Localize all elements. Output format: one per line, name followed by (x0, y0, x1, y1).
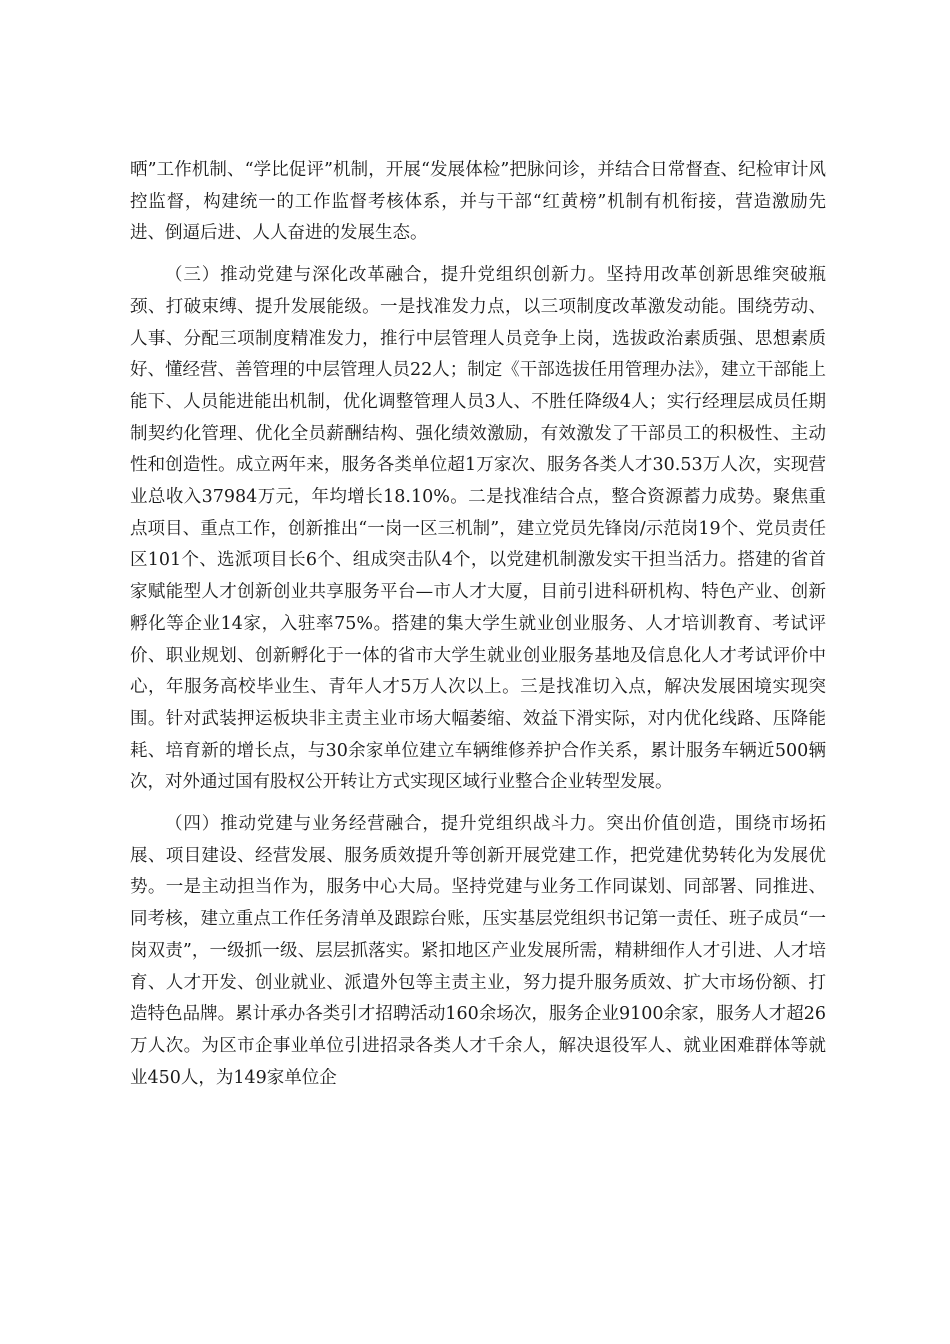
paragraph-section-four: （四）推动党建与业务经营融合，提升党组织战斗力。突出价值创造，围绕市场拓展、项目建设、经营发展、服务质效提升等创新开展党建工作，把党建优势转化为发展优势。一是主动担当作为，服务中心大局。坚持党建与业务工作同谋划、同部署、同推进、同考核，建立重点工作任务清单及跟踪台账，压实基层党组织书记第一责任、班子成员“一岗双责”，一级抓一级、层层抓落实。紧扣地区产业发展所需，精耕细作人才引进、人才培育、人才开发、创业就业、派遣外包等主责主业，努力提升服务质效、扩大市场份额、打造特色品牌。累计承办各类引才招聘活动160余场次，服务企业9100余家，服务人才超26万人次。为区市企事业单位引进招录各类人才千余人，解决退役军人、就业困难群体等就业450人，为149家单位企 (130, 814, 826, 1088)
paragraph-continuation: 晒”工作机制、“学比促评”机制，开展“发展体检”把脉问诊，并结合日常督查、纪检审计风控监督，构建统一的工作监督考核体系，并与干部“红黄榜”机制有机衔接，营造激励先进、倒逼后进、人人奋进的发展生态。 (130, 160, 826, 244)
document-body (130, 155, 826, 1104)
paragraph-section-three: （三）推动党建与深化改革融合，提升党组织创新力。坚持用改革创新思维突破瓶颈、打破束缚、提升发展能级。一是找准发力点，以三项制度改革激发动能。围绕劳动、人事、分配三项制度精准发力，推行中层管理人员竞争上岗，选拔政治素质强、思想素质好、懂经营、善管理的中层管理人员22人；制定《干部选拔任用管理办法》，建立干部能上能下、人员能进能出机制，优化调整管理人员3人、不胜任降级4人；实行经理层成员任期制契约化管理、优化全员薪酬结构、强化绩效激励，有效激发了干部员工的积极性、主动性和创造性。成立两年来，服务各类单位超1万家次、服务各类人才30.53万人次，实现营业总收入37984万元，年均增长18.10%。二是找准结合点，整合资源蓄力成势。聚焦重点项目、重点工作，创新推出“一岗一区三机制”，建立党员先锋岗/示范岗19个、党员责任区101个、选派项目长6个、组成突击队4个，以党建机制激发实干担当活力。搭建的省首家赋能型人才创新创业共享服务平台—市人才大厦，目前引进科研机构、特色产业、创新孵化等企业14家，入驻率75%。搭建的集大学生就业创业服务、人才培训教育、考试评价、职业规划、创新孵化于一体的省市大学生就业创业服务基地及信息化人才考试评价中心，年服务高校毕业生、青年人才5万人次以上。三是找准切入点，解决发展困境实现突围。针对武装押运板块非主责主业市场大幅萎缩、效益下滑实际，对内优化线路、压降能耗、培育新的增长点，与30余家单位建立车辆维修养护合作关系，累计服务车辆近500辆次，对外通过国有股权公开转让方式实现区域行业整合企业转型发展。 (130, 265, 827, 793)
